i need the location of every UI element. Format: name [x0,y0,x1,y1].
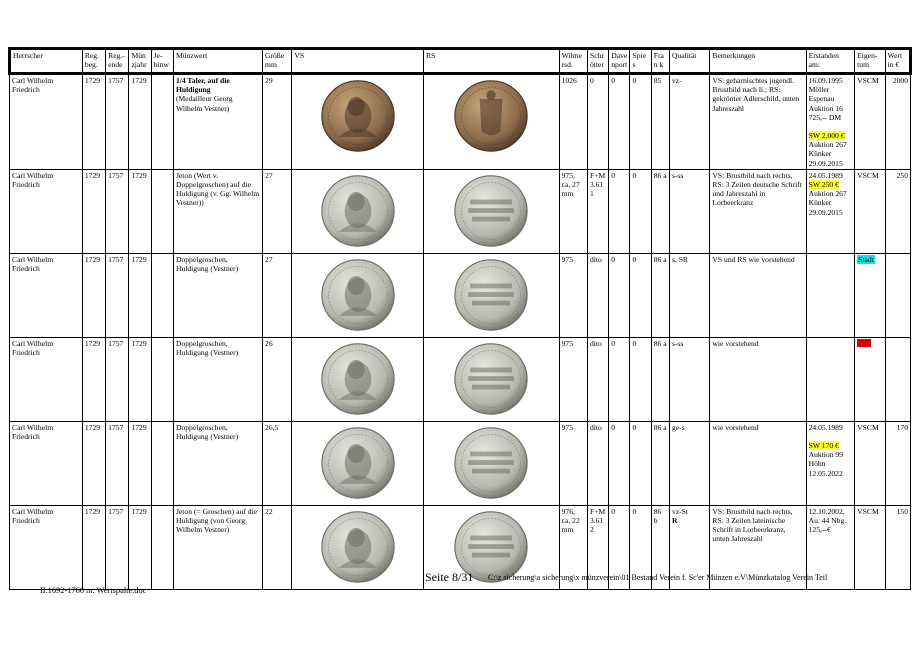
denomination-text: Jeton (= Groschen) auf die Huldigung (von Georg Wilhelm Vestner) [175,506,258,535]
davenport-cell: 0 [609,74,630,170]
value-cell: 250 [885,169,910,253]
ownership-text: VSCM [857,506,879,516]
ownership-cell [855,169,885,253]
column-header: Dave nport [609,49,630,74]
column-header: Erstanden am: [806,49,855,74]
ruler-cell: Carl Wilhelm Friedrich [10,253,83,337]
wilmersdoerffer-cell: 975 [559,421,587,505]
file-path: C:\z sicherung\a sicherung\x münzverein\01 Bestand Verein f. Sc'er Münzen e.V\Münzkatalog Verein Teil [488,573,828,582]
davenport-cell: 0 [609,337,630,421]
reverse-coin-image [441,173,541,249]
coin-row [10,74,911,170]
ruler-cell: Carl Wilhelm Friedrich [10,74,83,170]
column-header: Bemerkungen [710,49,806,74]
acquired-date: 24.05.1989 [808,422,843,432]
column-header: Wert in € [885,49,910,74]
spies-cell: 0 [630,74,651,170]
remarks-cell: VS und RS wie vorstehend [710,253,806,337]
acquired-cell [806,169,855,253]
mint-year-cell: 1729 [129,421,151,505]
reverse-coin-image [441,257,541,333]
remarks-cell: VS: Brustbild nach rechts, RS: 3 Zeilen deutsche Schrift und Jahreszahl in Lorbeerkranz [710,169,806,253]
size-cell: 27 [263,169,292,253]
reign-begin-cell: 1729 [82,337,105,421]
column-header: RS [423,49,559,74]
remarks-cell: wie vorstehend [710,421,806,505]
coin-catalog-table [8,47,912,590]
rarity-mark: R [671,516,678,526]
acquired-date: 16.09.1995 Möller Espenau Auktion 16 725,-- DM [808,76,843,122]
ruler-cell: Carl Wilhelm Friedrich [10,169,83,253]
reverse-coin-image [441,341,541,417]
remarks-cell: wie vorstehend [710,337,806,421]
spies-cell: 0 [630,421,651,505]
column-header: Fran k [651,49,669,74]
mint-year-cell: 1729 [129,253,151,337]
reign-end-cell: 1757 [106,74,129,170]
remarks-cell: VS: geharnischtes jugendl. Brustbild nach li.; RS: gekrönter Adlerschild, unten Jahreszahl [710,74,806,170]
acquired-date: 12.10.2002, Au. 44 Nbg. 125,--€ [808,506,847,535]
mint-year-cell: 1729 [129,337,151,421]
reign-begin-cell: 1729 [82,253,105,337]
ownership-tag-stadt: Stadt [858,254,874,264]
quality-cell: s-ss [669,169,709,253]
denomination-cell [173,421,262,505]
mint-year-cell: 1729 [129,505,151,589]
reign-end-cell: 1757 [106,337,129,421]
ruler-cell: Carl Wilhelm Friedrich [10,505,83,589]
note-cell [151,253,173,337]
ownership-tag-red [857,339,871,347]
column-header: Spie s [630,49,651,74]
table-header-row [10,49,911,74]
davenport-cell: 0 [609,505,630,589]
reverse-image-cell [423,74,559,170]
frank-cell: 86 b [651,505,669,589]
schroetter-cell: F+M 3.61 1 [587,169,608,253]
denomination-text: (Medailleur Georg Wilhelm Vestner) [175,94,233,113]
schroetter-cell: dito [587,253,608,337]
column-header: Schr ötter [587,49,608,74]
denomination-cell [173,74,262,170]
note-cell [151,74,173,170]
reverse-coin-image [441,425,541,501]
size-cell: 29 [263,74,292,170]
acquired-cell [806,74,855,170]
reverse-coin-image [441,78,541,154]
column-header: Je- hinw [151,49,173,74]
frank-cell: 86 a [651,337,669,421]
spies-cell: 0 [630,505,651,589]
mint-year-cell: 1729 [129,74,151,170]
reign-begin-cell: 1729 [82,169,105,253]
acquired-cell [806,421,855,505]
column-header: Herrscher [10,49,83,74]
ruler-cell: Carl Wilhelm Friedrich [10,421,83,505]
denomination-title: 1/4 Taler, auf die Huldigung [175,76,230,95]
coin-row [10,169,911,253]
wilmersdoerffer-cell: 1026 [559,74,587,170]
obverse-image-cell [292,74,424,170]
auction-info: Auktion 99 Höhn 12.05.2022 [808,450,843,478]
estimated-value-badge: SW 250 € [808,180,839,190]
remarks-cell: VS: Brustbild nach rechts, RS: 3 Zeilen lateinische Schrift in Lorbeerkranz, unten Jahreszahl [710,505,806,589]
note-cell [151,337,173,421]
ownership-text: VSCM [857,76,879,85]
note-cell [151,505,173,589]
value-cell [885,253,910,337]
obverse-image-cell [292,505,424,589]
ownership-cell [855,505,885,589]
frank-cell: 86 a [651,253,669,337]
note-cell [151,169,173,253]
denomination-text: Doppelgroschen, Huldigung (Vestner) [175,338,239,358]
wilmersdoerffer-cell: 975 [559,337,587,421]
denomination-text: Doppelgroschen, Huldigung (Vestner) [175,254,239,274]
schroetter-cell: dito [587,421,608,505]
value-cell [885,337,910,421]
reverse-image-cell [423,421,559,505]
note-cell [151,421,173,505]
davenport-cell: 0 [609,169,630,253]
ownership-text: VSCM [857,422,879,432]
schroetter-cell: F+M 3.61 2 [587,505,608,589]
reverse-image-cell [423,337,559,421]
denomination-cell [173,169,262,253]
wilmersdoerffer-cell: 975, ca. 27 mm [559,169,587,253]
obverse-image-cell [292,253,424,337]
size-cell: 27 [263,253,292,337]
spies-cell: 0 [630,169,651,253]
schroetter-cell: dito [587,337,608,421]
column-header: Münzwert [173,49,262,74]
quality-cell: ge-s [669,421,709,505]
spies-cell: 0 [630,253,651,337]
reign-begin-cell: 1729 [82,421,105,505]
coin-row [10,253,911,337]
davenport-cell: 0 [609,253,630,337]
column-header: Größe mm [263,49,292,74]
column-header: Mün zjahr [129,49,151,74]
ownership-cell [855,74,885,170]
quality-cell: vz- [669,74,709,170]
obverse-coin-image [308,509,408,585]
denomination-cell [173,337,262,421]
quality-cell: s, SR [669,253,709,337]
spies-cell: 0 [630,337,651,421]
denomination-text: Doppelgroschen, Huldigung (Vestner) [175,422,239,442]
column-header: Wilme rsd. [559,49,587,74]
reign-end-cell: 1757 [106,253,129,337]
ownership-text: VSCM [857,170,879,180]
size-cell: 26 [263,337,292,421]
acquired-cell [806,337,855,421]
wilmersdoerffer-cell: 975 [559,253,587,337]
frank-cell: 86 a [651,169,669,253]
denomination-text: Jeton (Wert v. Doppelgroschen) auf die Huldigung (v. Gg. Wilhelm Vestner)) [175,170,260,208]
column-header: Reg.- ende [106,49,129,74]
quality-cell: s-ss [669,337,709,421]
frank-cell: 85 [651,74,669,170]
value-cell: 2000 [885,74,910,170]
value-cell: 170 [885,421,910,505]
obverse-image-cell [292,421,424,505]
reign-end-cell: 1757 [106,421,129,505]
obverse-coin-image [308,425,408,501]
ownership-cell [855,421,885,505]
document-name: II.1692-1766 m. Wertspalte.doc [40,586,147,595]
reverse-image-cell [423,169,559,253]
ownership-cell [855,337,885,421]
column-header: Reg. beg. [82,49,105,74]
obverse-coin-image [308,257,408,333]
estimated-value-badge: SW 2.000 € [808,131,845,141]
ownership-cell [855,253,885,337]
auction-info: Auktion 267 Künker 29.09.2015 [808,140,847,168]
schroetter-cell: 0 [587,74,608,170]
frank-cell: 86 a [651,421,669,505]
reign-begin-cell: 1729 [82,74,105,170]
reverse-image-cell [423,253,559,337]
ruler-cell: Carl Wilhelm Friedrich [10,337,83,421]
obverse-coin-image [308,341,408,417]
acquired-cell [806,253,855,337]
size-cell: 26,5 [263,421,292,505]
coin-row [10,421,911,505]
size-cell: 22 [263,505,292,589]
auction-info: Auktion 267 Künker 29.09.2015 [808,189,847,217]
column-header: Qualität [669,49,709,74]
page-number: Seite 8/31 [425,570,474,584]
column-header: VS [292,49,424,74]
acquired-date: 24.05.1989 [808,170,843,180]
reign-end-cell: 1757 [106,169,129,253]
obverse-coin-image [308,173,408,249]
mint-year-cell: 1729 [129,169,151,253]
obverse-image-cell [292,169,424,253]
denomination-cell [173,253,262,337]
reign-end-cell: 1757 [106,505,129,589]
davenport-cell: 0 [609,421,630,505]
obverse-coin-image [308,78,408,154]
denomination-cell [173,505,262,589]
quality-text: vz-St [671,506,688,516]
coin-row [10,337,911,421]
obverse-image-cell [292,337,424,421]
estimated-value-badge: SW 170 € [808,441,839,451]
column-header: Eigen- tum [855,49,885,74]
value-cell: 150 [885,505,910,589]
wilmersdoerffer-cell: 976, ca. 22 mm [559,505,587,589]
catalog-sheet [8,47,912,590]
reign-begin-cell: 1729 [82,505,105,589]
